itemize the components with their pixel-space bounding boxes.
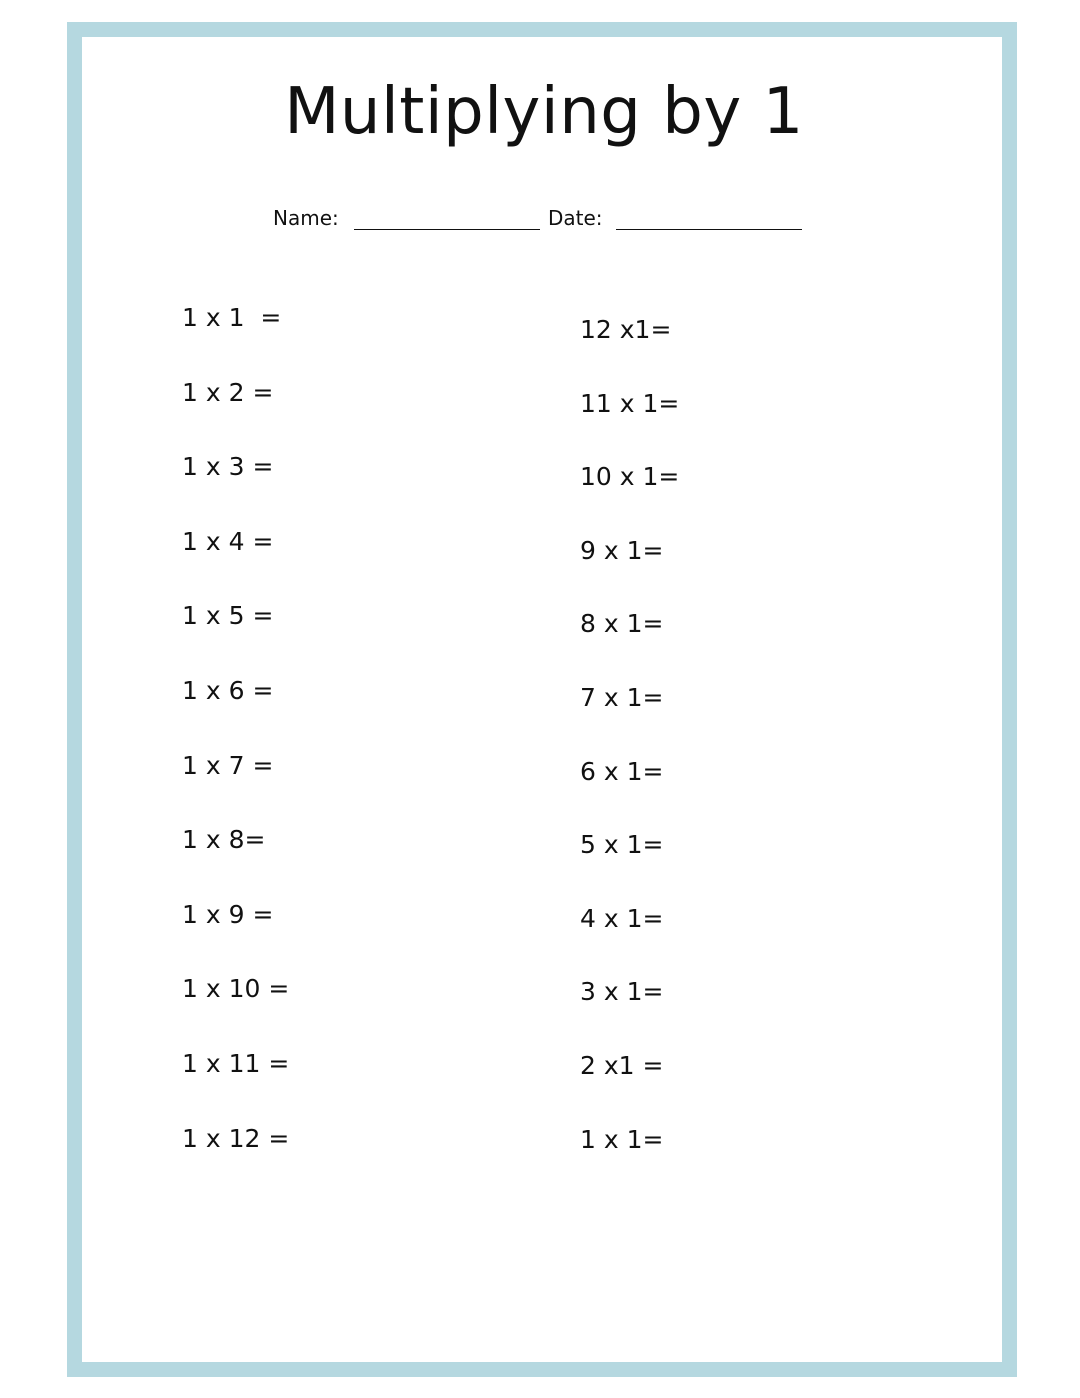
problem-right-4: 9 x 1= xyxy=(580,536,664,565)
date-blank-line[interactable] xyxy=(616,229,802,230)
problem-right-10: 3 x 1= xyxy=(580,977,664,1006)
problem-left-5: 1 x 5 = xyxy=(182,601,274,630)
problem-left-11: 1 x 11 = xyxy=(182,1049,290,1078)
problem-right-11: 2 x1 = xyxy=(580,1051,664,1080)
problem-right-2: 11 x 1= xyxy=(580,389,680,418)
problem-left-3: 1 x 3 = xyxy=(182,452,274,481)
problem-right-12: 1 x 1= xyxy=(580,1125,664,1154)
problem-right-8: 5 x 1= xyxy=(580,830,664,859)
problem-right-5: 8 x 1= xyxy=(580,609,664,638)
page-title: Multiplying by 1 xyxy=(284,75,804,149)
problem-right-3: 10 x 1= xyxy=(580,462,680,491)
date-label: Date: xyxy=(548,206,603,230)
name-label: Name: xyxy=(273,206,339,230)
problem-right-9: 4 x 1= xyxy=(580,904,664,933)
problem-left-6: 1 x 6 = xyxy=(182,676,274,705)
problem-left-10: 1 x 10 = xyxy=(182,974,290,1003)
problem-right-6: 7 x 1= xyxy=(580,683,664,712)
problem-left-9: 1 x 9 = xyxy=(182,900,274,929)
problem-left-8: 1 x 8= xyxy=(182,825,266,854)
name-blank-line[interactable] xyxy=(354,229,540,230)
problem-left-1: 1 x 1 = xyxy=(182,303,282,332)
problem-left-12: 1 x 12 = xyxy=(182,1124,290,1153)
problem-left-2: 1 x 2 = xyxy=(182,378,274,407)
problem-right-7: 6 x 1= xyxy=(580,757,664,786)
problem-left-7: 1 x 7 = xyxy=(182,751,274,780)
problem-left-4: 1 x 4 = xyxy=(182,527,274,556)
problem-right-1: 12 x1= xyxy=(580,315,672,344)
